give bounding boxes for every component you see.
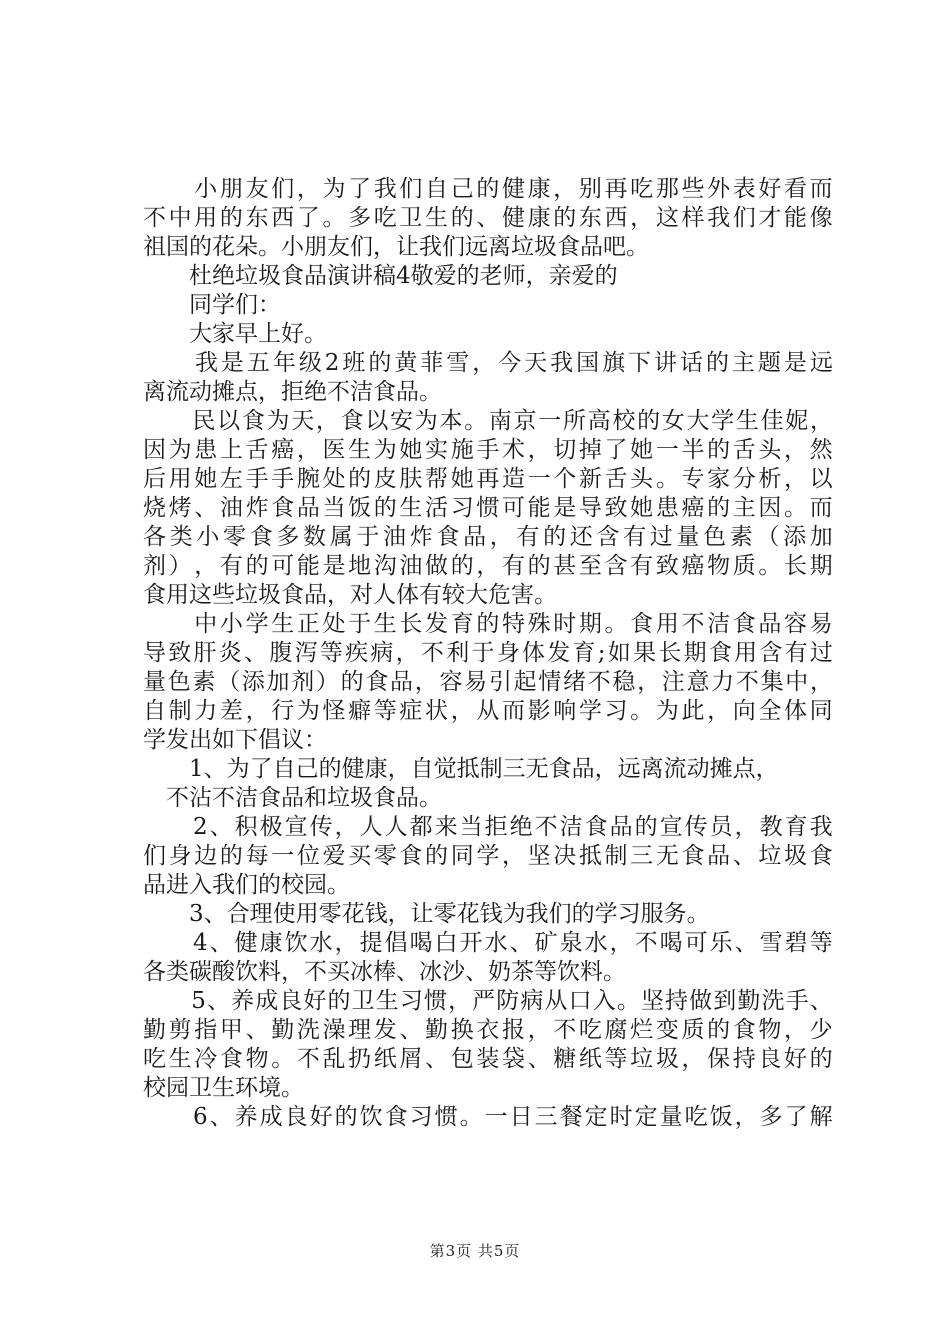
text-line: 各类碳酸饮料，不买冰棒、冰沙、奶茶等饮料。: [143, 959, 626, 985]
text-line: 杜绝垃圾食品演讲稿4敬爱的老师，亲爱的: [143, 263, 618, 289]
text-line: 校园卫生环境。: [143, 1075, 304, 1101]
text-line: 各 类 小 零 食 多 数 属 于 油 炸 食 品 ， 有 的 还 含 有 过 量 色 素 （ 添 加: [143, 524, 833, 550]
text-line: 2 、 积 极 宣 传 ， 人 人 都 来 当 拒 绝 不 洁 食 品 的 宣 传 员 ， 教 育 我: [193, 814, 833, 840]
text-line: 后 用 她 左 手 手 腕 处 的 皮 肤 帮 她 再 造 一 个 新 舌 头 。 专 家 分 析 ， 以: [143, 466, 833, 492]
text-line: 祖国的花朵。小朋友们，让我们远离垃圾食品吧。: [143, 234, 649, 260]
text-line: 我 是 五 年 级 2 班 的 黄 菲 雪 ， 今 天 我 国 旗 下 讲 话 的 主 题 是 远: [194, 350, 833, 376]
text-line: 烧 烤 、 油 炸 食 品 当 饭 的 生 活 习 惯 可 能 是 导 致 她 患 癌 的 主 因 。 而: [143, 495, 833, 521]
text-line: 品进入我们的校园。: [143, 872, 350, 898]
document-body: [143, 175, 833, 1132]
text-line: 4 、 健 康 饮 水 ， 提 倡 喝 白 开 水 、 矿 泉 水 ， 不 喝 可 乐 、 雪 碧 等: [193, 930, 833, 956]
text-line: 们 身 边 的 每 一 位 爱 买 零 食 的 同 学 ， 坚 决 抵 制 三 无 食 品 、 垃 圾 食: [143, 843, 833, 869]
text-line: 同学们：: [143, 292, 281, 318]
text-line: 吃 生 冷 食 物 。 不 乱 扔 纸 屑 、 包 装 袋 、 糖 纸 等 垃 圾 ， 保 持 良 好 的: [143, 1046, 833, 1072]
text-line: 离流动摊点，拒绝不洁食品。: [143, 379, 442, 405]
text-line: 食用这些垃圾食品，对人体有较大危害。: [143, 582, 557, 608]
text-line: 不 中 用 的 东 西 了 。 多 吃 卫 生 的 、 健 康 的 东 西 ， 这 样 我 们 才 能 像: [143, 205, 833, 231]
text-line: 6 、 养 成 良 好 的 饮 食 习 惯 。 一 日 三 餐 定 时 定 量 吃 饭 ， 多 了 解: [193, 1104, 833, 1130]
text-line: 量 色 素 （ 添 加 剂 ） 的 食 品 ， 容 易 引 起 情 绪 不 稳 ， 注 意 力 不 集 中 ，: [143, 669, 833, 695]
text-line: 中 小 学 生 正 处 于 生 长 发 育 的 特 殊 时 期 。 食 用 不 洁 食 品 容 易: [194, 611, 833, 637]
text-line: 自 制 力 差 ， 行 为 怪 癖 等 症 状 ， 从 而 影 响 学 习 。 为 此 ， 向 全 体 同: [143, 698, 833, 724]
text-line: 剂 ） ， 有 的 可 能 是 地 沟 油 做 的 ， 有 的 甚 至 含 有 致 癌 物 质 。 长 期: [143, 553, 833, 579]
text-line: 1、为了自己的健康，自觉抵制三无食品，远离流动摊点，: [143, 756, 779, 782]
text-line: 小 朋 友 们 ， 为 了 我 们 自 己 的 健 康 ， 别 再 吃 那 些 外 表 好 看 而: [194, 176, 833, 202]
text-line: 学发出如下倡议：: [143, 727, 327, 753]
page-number-footer: 第3页 共5页: [429, 1242, 521, 1260]
text-line: 民 以 食 为 天 ， 食 以 安 为 本 。 南 京 一 所 高 校 的 女 大 学 生 佳 妮 ，: [192, 408, 833, 434]
text-line: 勤 剪 指 甲 、 勤 洗 澡 理 发 、 勤 换 衣 报 ， 不 吃 腐 烂 变 质 的 食 物 ， 少: [143, 1017, 833, 1043]
text-line: 导 致 肝 炎 、 腹 泻 等 疾 病 ， 不 利 于 身 体 发 育 ; 如 果 长 期 食 用 含 有 过: [143, 640, 833, 666]
text-line: 5 、 养 成 良 好 的 卫 生 习 惯 ， 严 防 病 从 口 入 。 坚 持 做 到 勤 洗 手 、: [191, 988, 833, 1014]
text-line: 不沾不洁食品和垃圾食品。: [143, 785, 442, 811]
text-line: 3、合理使用零花钱，让零花钱为我们的学习服务。: [143, 901, 710, 927]
text-line: 大家早上好。: [143, 321, 327, 347]
text-line: 因 为 患 上 舌 癌 ， 医 生 为 她 实 施 手 术 ， 切 掉 了 她 一 半 的 舌 头 ， 然: [143, 437, 833, 463]
